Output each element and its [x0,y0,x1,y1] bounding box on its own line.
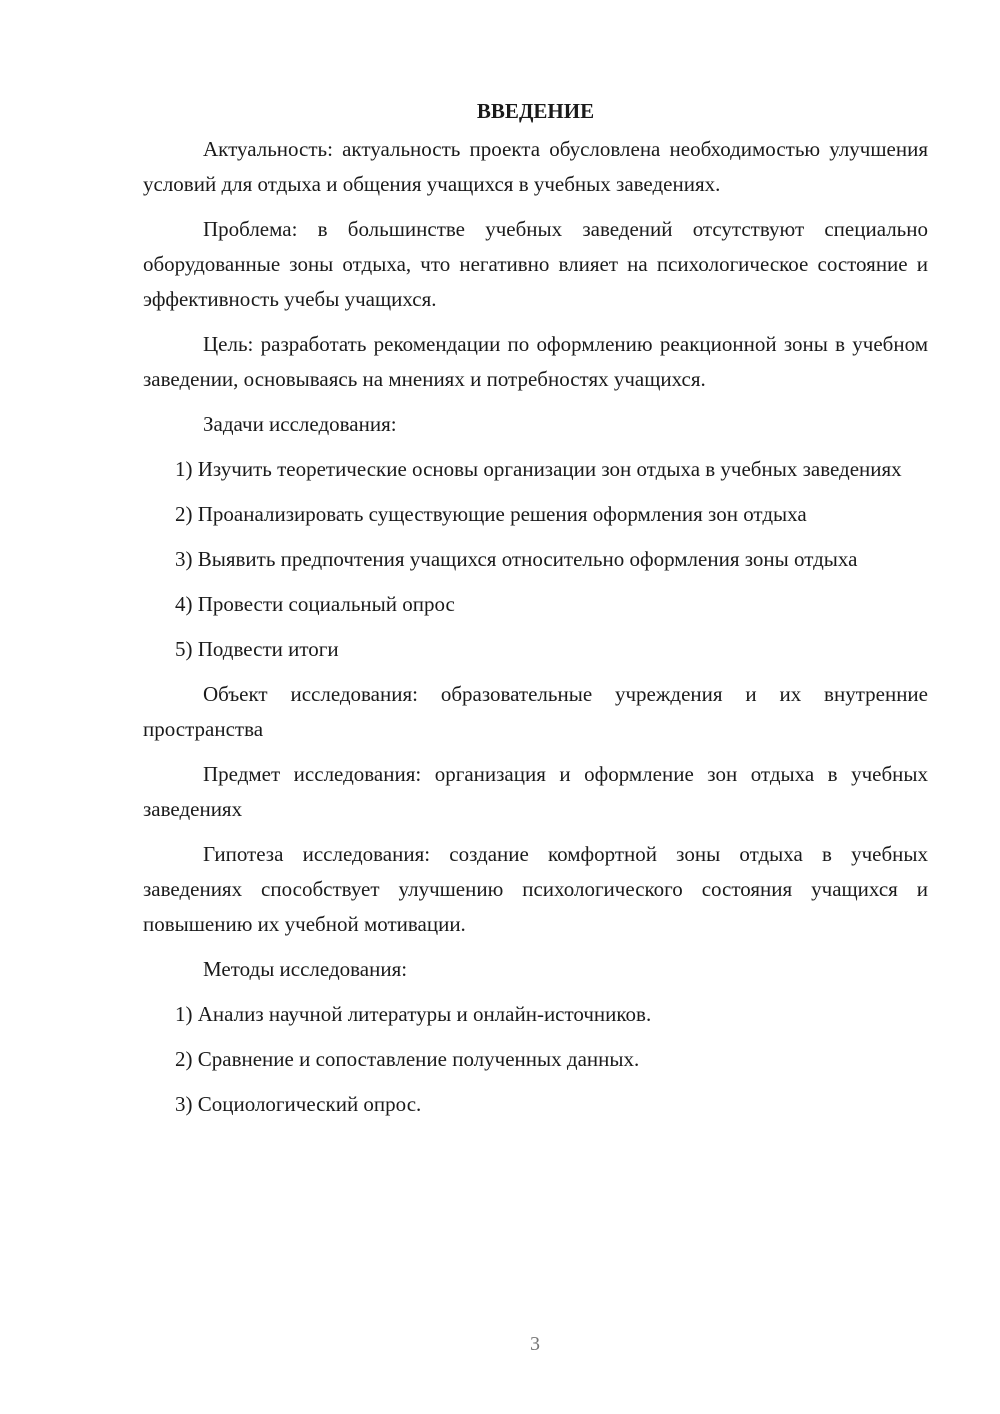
task-item-1: 1) Изучить теоретические основы организации зон отдыха в учебных заведениях [175,457,902,481]
task-item-2: 2) Проанализировать существующие решения оформления зон отдыха [175,502,807,526]
paragraph-goal: Цель: разработать рекомендации по оформлению реакционной зоны в учебном заведении, основываясь на мнениях и потребностях учащихся. [143,332,928,391]
paragraph-methods-intro: Методы исследования: [203,957,408,981]
method-item-3: 3) Социологический опрос. [175,1092,422,1116]
paragraph-subject: Предмет исследования: организация и оформление зон отдыха в учебных заведениях [143,762,928,821]
task-item-4: 4) Провести социальный опрос [175,592,455,616]
paragraph-hypothesis: Гипотеза исследования: создание комфортной зоны отдыха в учебных заведениях способствует улучшению психологического состояния учащихся и повышению их учебной мотивации. [143,842,928,936]
task-item-3: 3) Выявить предпочтения учащихся относительно оформления зоны отдыха [175,547,858,571]
section-heading: ВВЕДЕНИЕ [476,99,595,123]
paragraph-problem: Проблема: в большинстве учебных заведений отсутствуют специально оборудованные зоны отдыха, что негативно влияет на психологическое состояние и эффективность учебы учащихся. [143,217,928,311]
paragraph-relevance: Актуальность: актуальность проекта обусловлена необходимостью улучшения условий для отдыха и общения учащихся в учебных заведениях. [143,137,928,196]
method-item-1: 1) Анализ научной литературы и онлайн-источников. [175,1002,652,1026]
paragraph-object: Объект исследования: образовательные учреждения и их внутренние пространства [143,682,928,741]
task-item-5: 5) Подвести итоги [175,637,339,661]
document-page [143,96,928,1132]
page-number: 3 [530,1333,540,1355]
method-item-2: 2) Сравнение и сопоставление полученных данных. [175,1047,640,1071]
paragraph-tasks-intro: Задачи исследования: [203,412,397,436]
